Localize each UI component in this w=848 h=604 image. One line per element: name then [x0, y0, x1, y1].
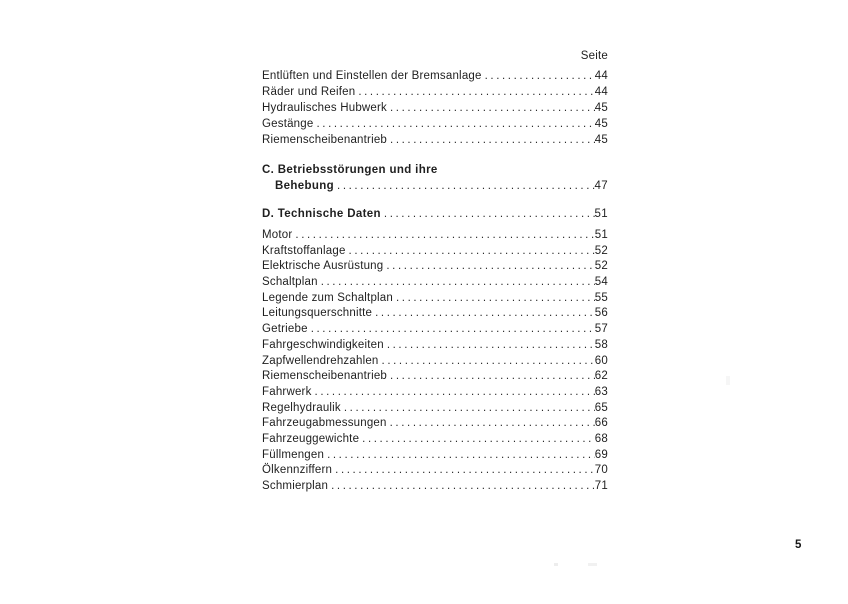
toc-group-technische-daten: [262, 228, 608, 495]
dot-leader: [346, 244, 595, 260]
toc-entry-page: 69: [594, 448, 608, 461]
toc-entry-label: Gestänge: [262, 118, 314, 130]
dot-leader: [324, 448, 595, 464]
toc-entry-page: 62: [594, 370, 608, 383]
toc-entry-page: 55: [594, 291, 608, 304]
dot-leader: [292, 228, 594, 244]
section-d-page: 51: [594, 208, 608, 220]
toc-entry: [262, 259, 608, 275]
toc-entry: [262, 401, 608, 417]
toc-entry-page: 70: [594, 464, 608, 477]
toc-entry-label: Fahrzeugabmessungen: [262, 417, 387, 430]
toc-entry-label: Kraftstoffanlage: [262, 244, 346, 257]
toc-entry-page: 52: [594, 244, 608, 257]
dot-leader: [328, 479, 595, 495]
dot-leader: [341, 401, 595, 417]
toc-entry-page: 58: [594, 338, 608, 351]
dot-leader: [393, 291, 595, 307]
toc-entry-page: 71: [594, 480, 608, 492]
section-c-title: C. Betriebsstörungen und ihre: [262, 164, 438, 176]
dot-leader: [308, 322, 595, 338]
toc-entry: [262, 132, 608, 148]
toc-entry: [262, 448, 608, 464]
toc-entry-label: Fahrzeuggewichte: [262, 432, 360, 445]
toc-entry-label: Legende zum Schaltplan: [262, 291, 393, 304]
section-c-line2: [262, 178, 608, 194]
toc-entry: [262, 322, 608, 338]
toc-entry-label: Füllmengen: [262, 448, 325, 461]
toc-entry-label: Schmierplan: [262, 480, 329, 492]
toc-entry-page: 56: [594, 307, 608, 320]
dot-leader: [313, 116, 594, 132]
toc-entry-label: Riemenscheibenantrieb: [262, 134, 388, 146]
toc-entry-label: Ölkennziffern: [262, 464, 333, 477]
toc-entry-page: 68: [594, 432, 608, 445]
section-d-line: [262, 206, 608, 222]
toc-entry: [262, 338, 608, 354]
toc-entry-label: Getriebe: [262, 323, 308, 336]
section-c-heading: [262, 162, 608, 194]
dot-leader: [359, 432, 595, 448]
toc-entry: [262, 369, 608, 385]
dot-leader: [318, 275, 595, 291]
toc-group-bremsanlage: [262, 68, 608, 148]
toc-entry-page: 45: [594, 118, 608, 130]
toc-entry: [262, 116, 608, 132]
section-c-title-cont: Behebung: [275, 180, 335, 192]
toc-entry: [262, 84, 608, 100]
dot-leader: [482, 68, 595, 84]
toc-entry-label: Entlüften und Einstellen der Bremsanlage: [262, 70, 482, 82]
toc-entry-label: Regelhydraulik: [262, 401, 341, 414]
toc-entry: [262, 416, 608, 432]
toc-entry-label: Leitungsquerschnitte: [262, 307, 373, 320]
toc-entry-page: 60: [594, 354, 608, 367]
toc-entry: [262, 100, 608, 116]
toc-entry: [262, 432, 608, 448]
toc-entry-page: 52: [594, 260, 608, 273]
column-header-seite: Seite: [580, 50, 608, 62]
toc-entry: [262, 463, 608, 479]
toc-entry: [262, 291, 608, 307]
scan-artifact: [554, 563, 558, 566]
dot-leader: [381, 206, 595, 222]
dot-leader: [383, 259, 594, 275]
dot-leader: [387, 132, 595, 148]
section-c-page: 47: [594, 180, 608, 192]
toc-entry-page: 63: [594, 385, 608, 398]
dot-leader: [384, 338, 595, 354]
toc-entry-page: 66: [594, 417, 608, 430]
scan-artifact: [726, 376, 730, 385]
toc-entry-page: 45: [594, 134, 608, 146]
toc-entry-label: Motor: [262, 229, 293, 241]
dot-leader: [312, 385, 595, 401]
dot-leader: [334, 178, 594, 194]
toc-entry: [262, 354, 608, 370]
dot-leader: [379, 354, 595, 370]
dot-leader: [332, 463, 595, 479]
toc-entry: [262, 479, 608, 495]
toc-entry-page: 57: [594, 323, 608, 336]
column-header-row: [262, 48, 608, 64]
page-number: 5: [795, 539, 802, 551]
toc-entry-label: Fahrgeschwindigkeiten: [262, 338, 384, 351]
dot-leader: [387, 369, 595, 385]
toc-entry-label: Hydraulisches Hubwerk: [262, 102, 387, 114]
dot-leader: [372, 306, 595, 322]
section-d-title: D. Technische Daten: [262, 208, 381, 220]
toc-entry-label: Zapfwellendrehzahlen: [262, 354, 379, 367]
toc-entry-page: 51: [594, 229, 608, 241]
toc-entry: [262, 306, 608, 322]
scan-artifact: [588, 563, 597, 566]
toc-entry-page: 65: [594, 401, 608, 414]
toc-entry: [262, 244, 608, 260]
toc-entry-page: 54: [594, 276, 608, 289]
toc-entry-page: 44: [594, 70, 608, 82]
toc-entry-label: Räder und Reifen: [262, 86, 356, 98]
dot-leader: [355, 84, 594, 100]
toc-entry-page: 44: [594, 86, 608, 98]
toc-entry: [262, 275, 608, 291]
dot-leader: [387, 416, 595, 432]
toc-entry-label: Elektrische Ausrüstung: [262, 260, 384, 273]
toc-entry-label: Schaltplan: [262, 276, 318, 289]
section-c-line1: [262, 162, 608, 178]
dot-leader: [387, 100, 595, 116]
toc-entry: [262, 68, 608, 84]
toc-entry: [262, 385, 608, 401]
toc-entry-label: Fahrwerk: [262, 385, 312, 398]
table-of-contents: [262, 48, 608, 495]
toc-entry-label: Riemenscheibenantrieb: [262, 370, 388, 383]
toc-entry: [262, 228, 608, 244]
section-d-heading: [262, 206, 608, 222]
toc-entry-page: 45: [594, 102, 608, 114]
